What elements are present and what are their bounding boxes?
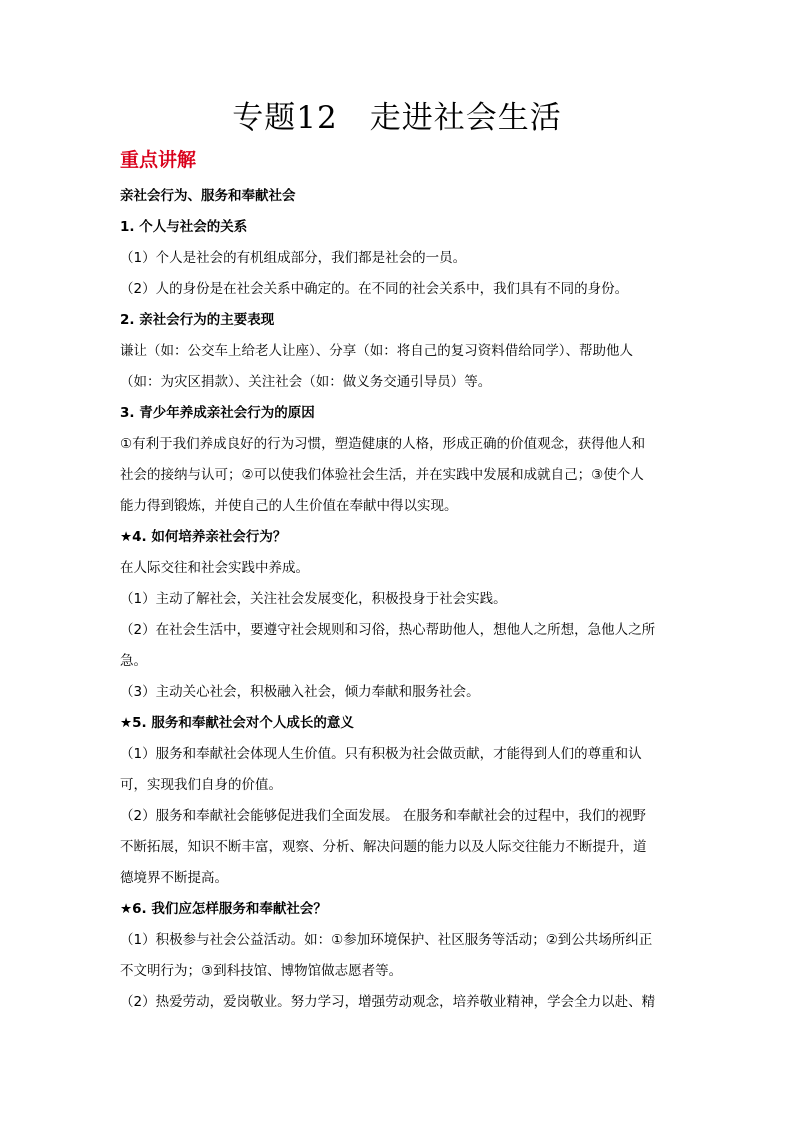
heading-5: ★5. 服务和奉献社会对个人成长的意义 [120,715,354,731]
paragraph-line: （3）主动关心社会，积极融入社会，倾力奉献和服务社会。 [120,684,480,700]
heading-6: ★6. 我们应怎样服务和奉献社会？ [120,901,327,917]
page-title: 专题12 走进社会生活 [232,100,562,136]
paragraph-line: 不断拓展，知识不断丰富，观察、分析、解决问题的能力以及人际交往能力不断提升，道 [120,839,647,855]
heading-2: 2. 亲社会行为的主要表现 [120,312,275,328]
paragraph-line: 急。 [120,653,147,669]
heading-3: 3. 青少年养成亲社会行为的原因 [120,405,315,421]
paragraph-line: 谦让（如：公交车上给老人让座）、分享（如：将自己的复习资料借给同学）、帮助他人 [120,343,633,359]
paragraph-line: 能力得到锻炼，并使自己的人生价值在奉献中得以实现。 [120,498,458,514]
paragraph-line: （2）服务和奉献社会能够促进我们全面发展。 在服务和奉献社会的过程中，我们的视野 [120,808,646,824]
paragraph-line: （1）主动了解社会，关注社会发展变化，积极投身于社会实践。 [120,591,507,607]
paragraph-line: （如：为灾区捐款）、关注社会（如：做义务交通引导员）等。 [120,374,492,390]
paragraph-line: （2）人的身份是在社会关系中确定的。在不同的社会关系中，我们具有不同的身份。 [120,281,629,297]
paragraph-line: 社会的接纳与认可；②可以使我们体验社会生活，并在实践中发展和成就自己；③使个人 [120,467,644,483]
paragraph-line: （2）热爱劳动，爱岗敬业。努力学习，增强劳动观念，培养敬业精神，学会全力以赴、精 [120,994,656,1010]
paragraph-line: 不文明行为；③到科技馆、博物馆做志愿者等。 [120,963,403,979]
paragraph-line: （1）个人是社会的有机组成部分，我们都是社会的一员。 [120,250,467,266]
paragraph-line: （2）在社会生活中，要遵守社会规则和习俗，热心帮助他人，想他人之所想，急他人之所 [120,622,656,638]
paragraph-line: 在人际交往和社会实践中养成。 [120,560,309,576]
paragraph-line: （1）积极参与社会公益活动。如：①参加环境保护、社区服务等活动；②到公共场所纠正 [120,932,653,948]
paragraph-line: 可，实现我们自身的价值。 [120,777,282,793]
heading-1: 1. 个人与社会的关系 [120,219,248,235]
paragraph-line: ①有利于我们养成良好的行为习惯，塑造健康的人格，形成正确的价值观念，获得他人和 [120,436,646,452]
heading-4: ★4. 如何培养亲社会行为？ [120,529,287,545]
paragraph-line: 德境界不断提高。 [120,870,228,886]
section-label: 重点讲解 [120,149,197,171]
document-body [120,145,676,1018]
topic-heading: 亲社会行为、服务和奉献社会 [120,188,296,204]
paragraph-line: （1）服务和奉献社会体现人生价值。只有积极为社会做贡献，才能得到人们的尊重和认 [120,746,642,762]
